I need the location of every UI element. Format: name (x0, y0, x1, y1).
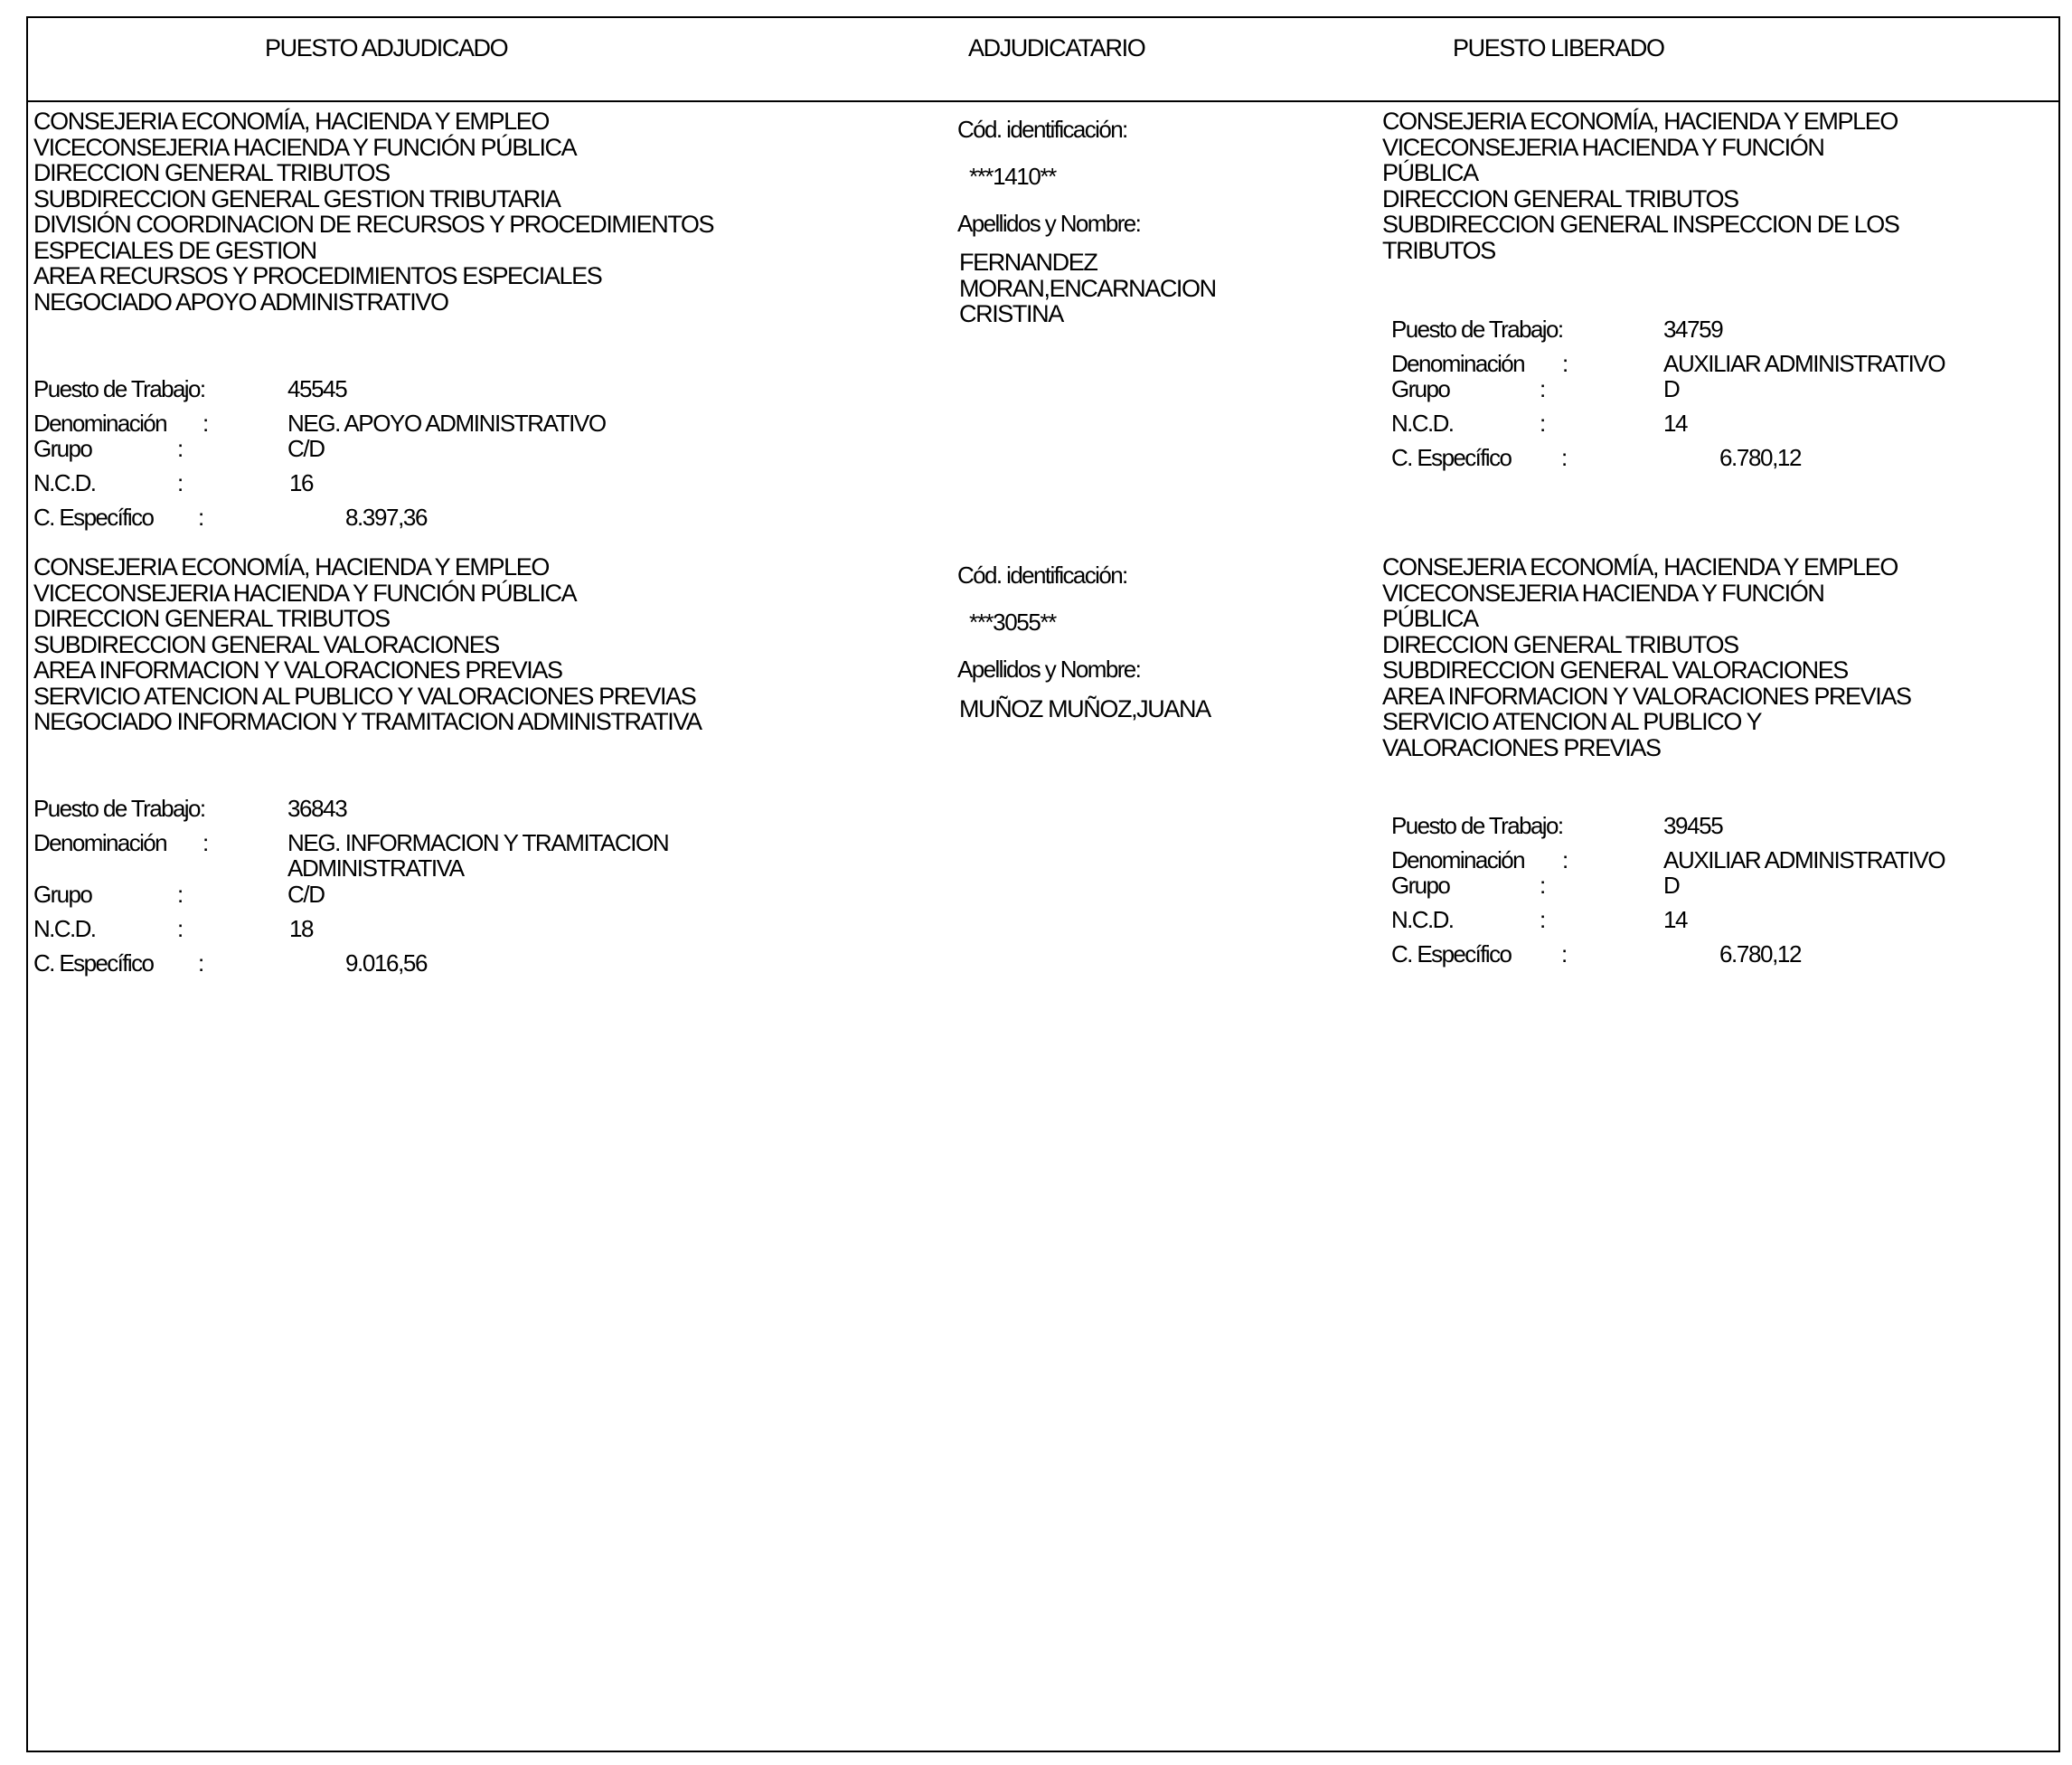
entry-1-liberado-org (1382, 109, 1898, 263)
entry-2-adjudicado-org (33, 554, 702, 735)
entry-1-adjudicado-c-especifico: 8.397,36 (345, 504, 428, 531)
label-ncd: N.C.D. (33, 469, 96, 496)
colon: : (1540, 375, 1545, 402)
org-line: DIRECCION GENERAL TRIBUTOS (1382, 184, 1738, 212)
nombre-line: FERNANDEZ (959, 249, 1097, 276)
colon: : (1540, 410, 1545, 437)
entry-2-nombre (959, 696, 1210, 722)
label-ncd: N.C.D. (33, 915, 96, 942)
org-line: VICECONSEJERIA HACIENDA Y FUNCIÓN (1382, 133, 1824, 161)
colon: : (1540, 906, 1545, 933)
entry-2-adjudicado-c-especifico: 9.016,56 (345, 949, 428, 977)
label-grupo: Grupo (1391, 375, 1450, 402)
label-cod-identificacion: Cód. identificación: (957, 562, 1127, 589)
colon: : (198, 949, 203, 977)
entry-1-liberado-puesto: 34759 (1663, 316, 1723, 343)
colon: : (1562, 846, 1568, 873)
entry-1-adjudicado-puesto: 45545 (287, 375, 347, 402)
label-c-especifico: C. Específico (1391, 444, 1512, 471)
org-line: VALORACIONES PREVIAS (1382, 733, 1661, 761)
org-line: VICECONSEJERIA HACIENDA Y FUNCIÓN PÚBLICA (33, 133, 577, 161)
colon: : (177, 881, 183, 908)
org-line: TRIBUTOS (1382, 236, 1495, 264)
label-ncd: N.C.D. (1391, 410, 1454, 437)
colon: : (177, 915, 183, 942)
entry-2-adjudicado-puesto: 36843 (287, 795, 347, 822)
org-line: AREA RECURSOS Y PROCEDIMIENTOS ESPECIALES (33, 262, 602, 289)
org-line: DIRECCION GENERAL TRIBUTOS (1382, 630, 1738, 658)
entry-1-adjudicado-ncd: 16 (289, 469, 314, 496)
org-line: VICECONSEJERIA HACIENDA Y FUNCIÓN (1382, 579, 1824, 607)
label-grupo: Grupo (33, 881, 92, 908)
entry-2-liberado-denominacion: AUXILIAR ADMINISTRATIVO (1663, 846, 1945, 873)
nombre-line: CRISTINA (959, 300, 1063, 327)
org-line: NEGOCIADO APOYO ADMINISTRATIVO (33, 288, 448, 316)
entry-2-adjudicado-ncd: 18 (289, 915, 314, 942)
org-line: NEGOCIADO INFORMACION Y TRAMITACION ADMINISTRATIVA (33, 708, 702, 735)
entry-2-liberado-puesto: 39455 (1663, 812, 1723, 839)
entry-1-adjudicado-org (33, 109, 713, 315)
org-line: SUBDIRECCION GENERAL VALORACIONES (1382, 656, 1848, 684)
entry-2-liberado-grupo: D (1663, 872, 1680, 899)
org-line: AREA INFORMACION Y VALORACIONES PREVIAS (33, 656, 562, 684)
header-adjudicatario: ADJUDICATARIO (968, 34, 1145, 61)
colon: : (1562, 350, 1568, 377)
colon: : (198, 504, 203, 531)
label-c-especifico: C. Específico (33, 949, 154, 977)
entry-1-liberado-denominacion: AUXILIAR ADMINISTRATIVO (1663, 350, 1945, 377)
entry-1-liberado-grupo: D (1663, 375, 1680, 402)
org-line: SUBDIRECCION GENERAL VALORACIONES (33, 630, 499, 658)
org-line: DIRECCION GENERAL TRIBUTOS (33, 605, 390, 632)
org-line: AREA INFORMACION Y VALORACIONES PREVIAS (1382, 682, 1911, 710)
header-divider (26, 100, 2060, 102)
label-puesto-trabajo: Puesto de Trabajo: (33, 375, 205, 402)
entry-1-liberado-c-especifico: 6.780,12 (1719, 444, 1802, 471)
org-line: SUBDIRECCION GENERAL INSPECCION DE LOS (1382, 211, 1899, 238)
label-ncd: N.C.D. (1391, 906, 1454, 933)
colon: : (1561, 444, 1567, 471)
org-line: CONSEJERIA ECONOMÍA, HACIENDA Y EMPLEO (33, 108, 549, 135)
org-line: DIRECCION GENERAL TRIBUTOS (33, 159, 390, 186)
org-line: SERVICIO ATENCION AL PUBLICO Y VALORACIONES PREVIAS (33, 682, 696, 710)
colon: : (177, 435, 183, 462)
org-line: PÚBLICA (1382, 159, 1478, 186)
nombre-line: MORAN,ENCARNACION (959, 274, 1216, 302)
label-denominacion: Denominación (1391, 350, 1525, 377)
org-line: CONSEJERIA ECONOMÍA, HACIENDA Y EMPLEO (33, 553, 549, 580)
entry-1-nombre (959, 250, 1216, 327)
label-cod-identificacion: Cód. identificación: (957, 116, 1127, 143)
entry-2-adjudicado-grupo: C/D (287, 881, 325, 908)
org-line: ESPECIALES DE GESTION (33, 236, 316, 264)
entry-1-liberado-ncd: 14 (1663, 410, 1688, 437)
colon: : (202, 410, 208, 437)
colon: : (1540, 872, 1545, 899)
entry-2-liberado-ncd: 14 (1663, 906, 1688, 933)
colon: : (177, 469, 183, 496)
entry-1-adjudicado-grupo: C/D (287, 435, 325, 462)
label-apellidos-nombre: Apellidos y Nombre: (957, 656, 1141, 683)
entry-2-adjudicado-denominacion-1: NEG. INFORMACION Y TRAMITACION (287, 829, 669, 856)
label-denominacion: Denominación (1391, 846, 1525, 873)
entry-1-adjudicado-denominacion: NEG. APOYO ADMINISTRATIVO (287, 410, 606, 437)
colon: : (1561, 940, 1567, 967)
entry-2-adjudicado-denominacion-2: ADMINISTRATIVA (287, 854, 464, 882)
nombre-line: MUÑOZ MUÑOZ,JUANA (959, 695, 1210, 722)
org-line: CONSEJERIA ECONOMÍA, HACIENDA Y EMPLEO (1382, 553, 1898, 580)
label-apellidos-nombre: Apellidos y Nombre: (957, 210, 1141, 237)
header-puesto-adjudicado: PUESTO ADJUDICADO (265, 34, 508, 61)
entry-2-liberado-org (1382, 554, 1911, 760)
colon: : (202, 829, 208, 856)
label-puesto-trabajo: Puesto de Trabajo: (1391, 316, 1563, 343)
label-puesto-trabajo: Puesto de Trabajo: (33, 795, 205, 822)
entry-2-liberado-c-especifico: 6.780,12 (1719, 940, 1802, 967)
header-puesto-liberado: PUESTO LIBERADO (1453, 34, 1664, 61)
label-denominacion: Denominación (33, 410, 167, 437)
org-line: DIVISIÓN COORDINACION DE RECURSOS Y PROCEDIMIENTOS (33, 211, 714, 238)
org-line: PÚBLICA (1382, 605, 1478, 632)
org-line: SERVICIO ATENCION AL PUBLICO Y (1382, 708, 1762, 735)
label-grupo: Grupo (33, 435, 92, 462)
label-c-especifico: C. Específico (1391, 940, 1512, 967)
org-line: VICECONSEJERIA HACIENDA Y FUNCIÓN PÚBLICA (33, 579, 577, 607)
entry-1-cod-identificacion: ***1410** (969, 163, 1056, 190)
label-grupo: Grupo (1391, 872, 1450, 899)
org-line: CONSEJERIA ECONOMÍA, HACIENDA Y EMPLEO (1382, 108, 1898, 135)
label-c-especifico: C. Específico (33, 504, 154, 531)
entry-2-cod-identificacion: ***3055** (969, 609, 1056, 636)
org-line: SUBDIRECCION GENERAL GESTION TRIBUTARIA (33, 184, 560, 212)
label-puesto-trabajo: Puesto de Trabajo: (1391, 812, 1563, 839)
label-denominacion: Denominación (33, 829, 167, 856)
